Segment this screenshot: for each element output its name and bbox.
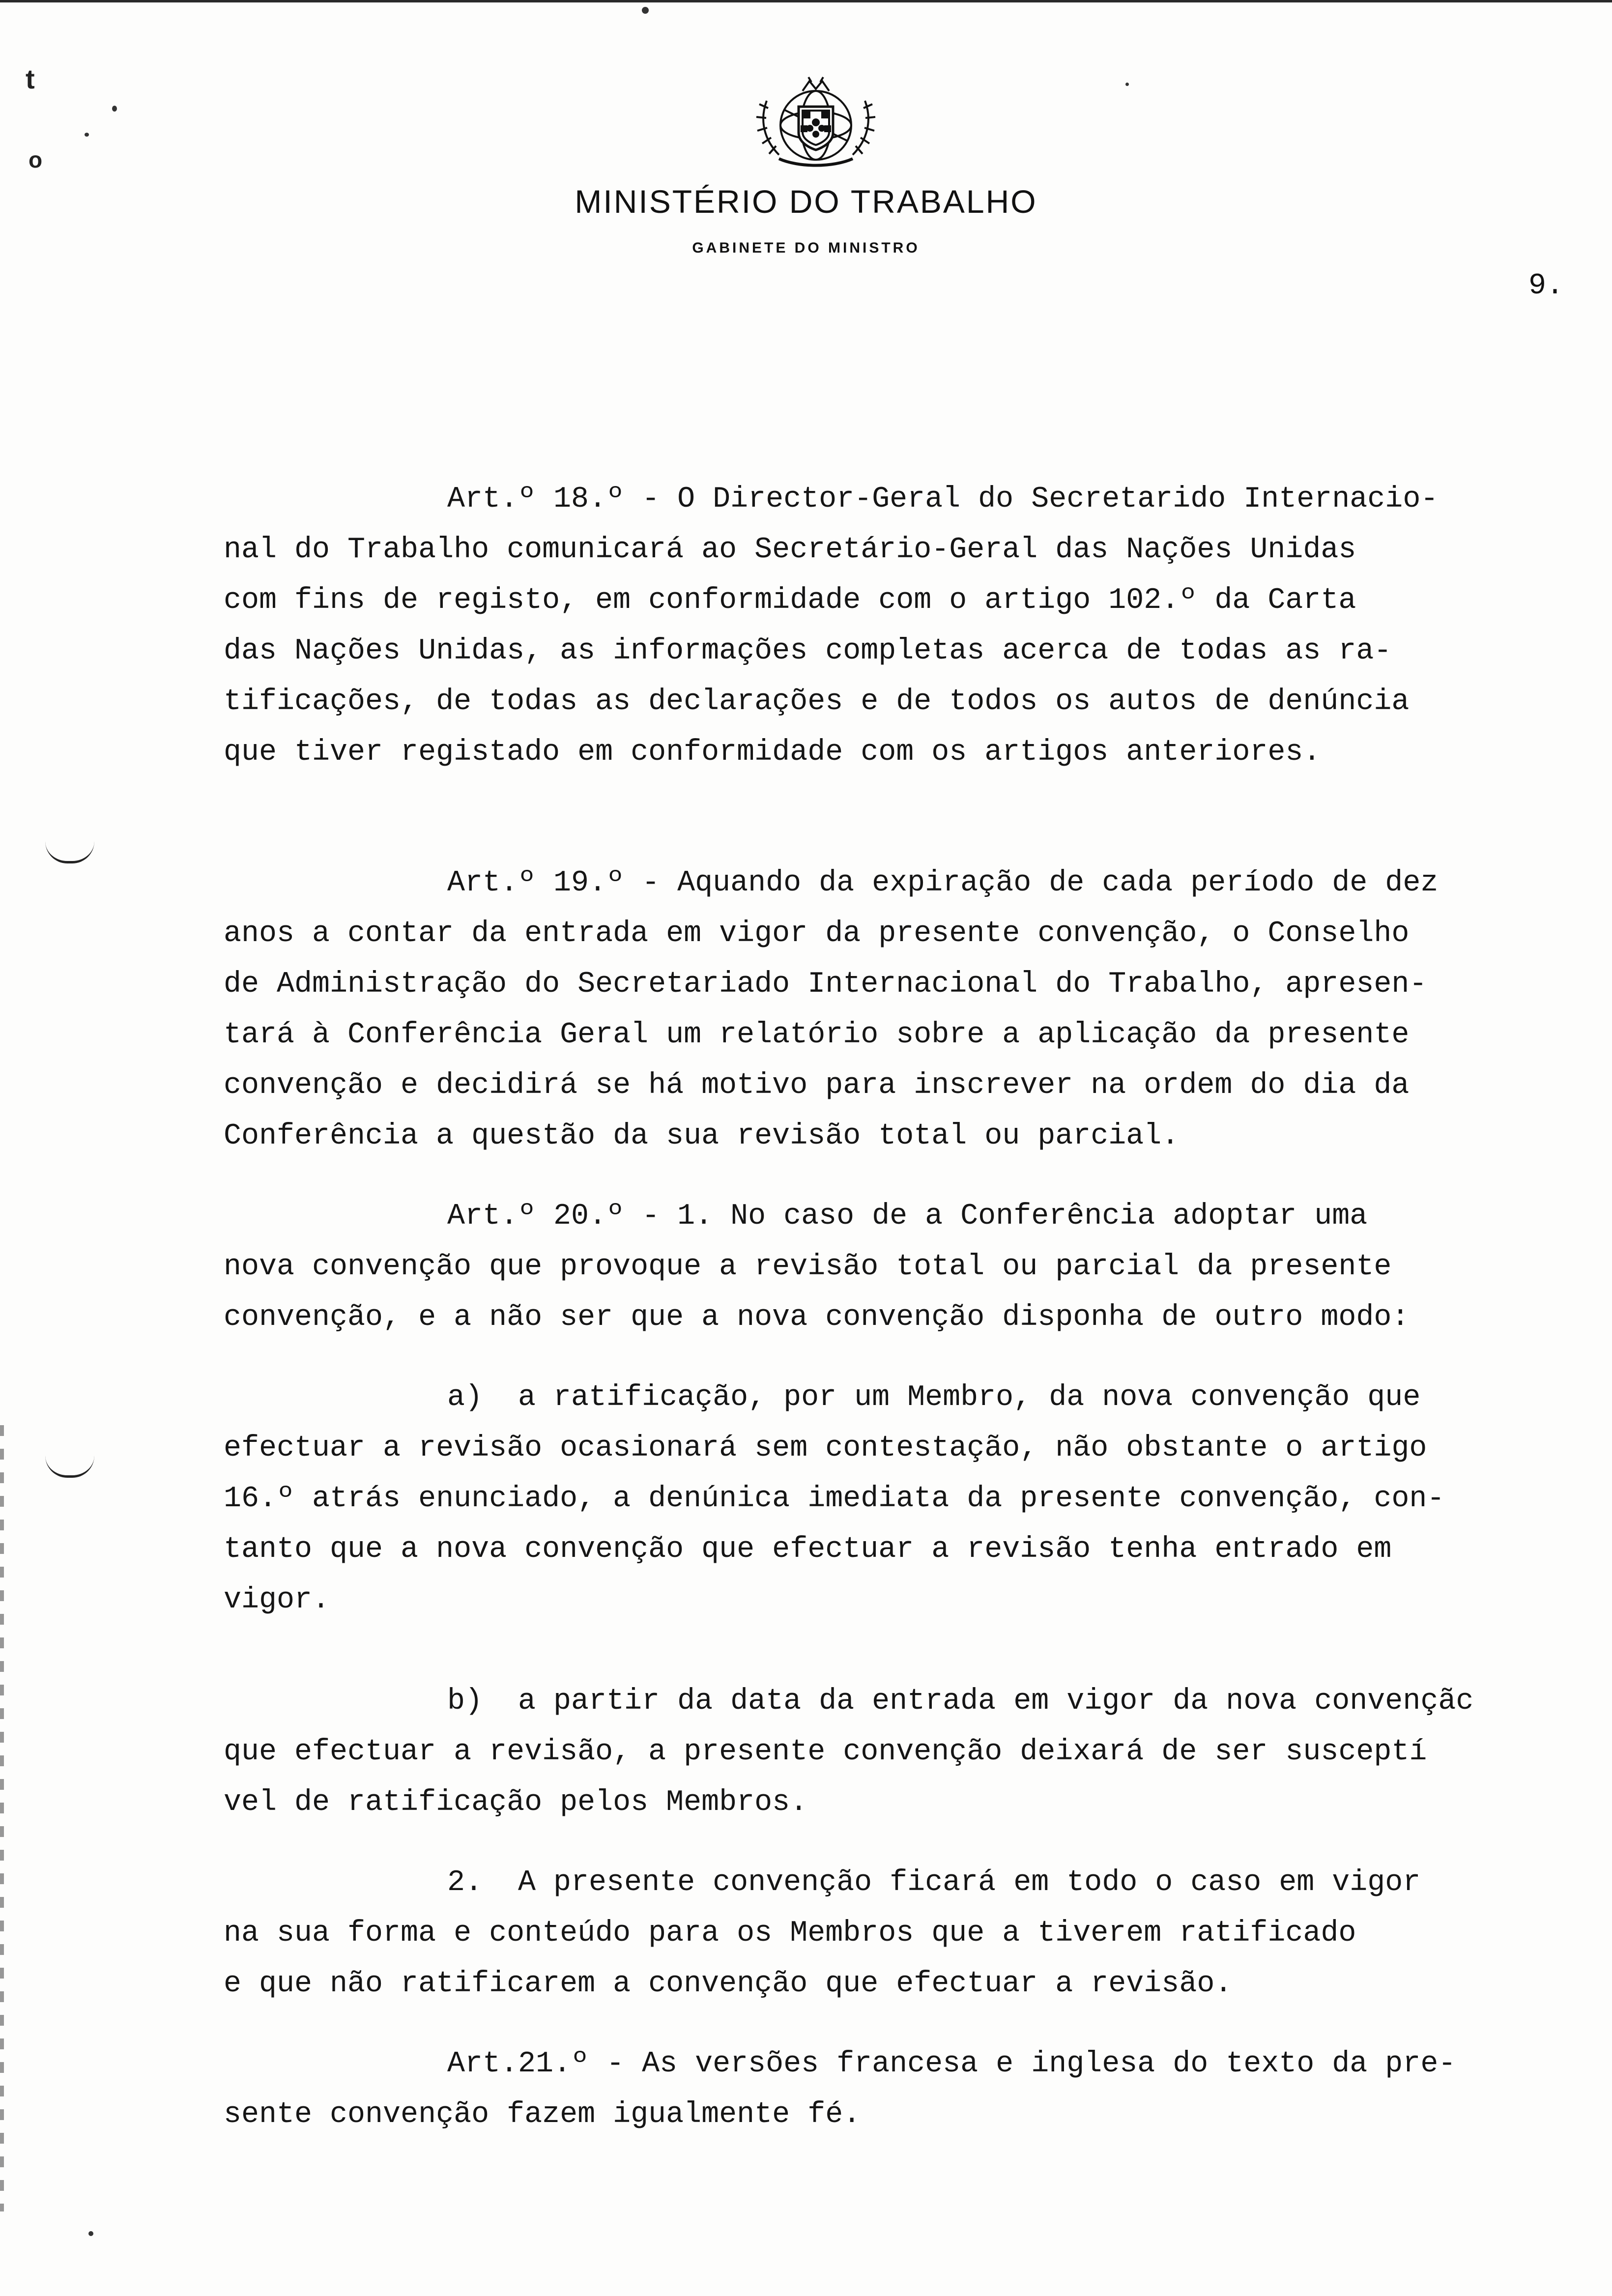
text-line: vel de ratificação pelos Membros.: [224, 1786, 808, 1819]
scan-speck: [88, 2231, 93, 2236]
article-20-intro: [224, 1191, 1580, 1343]
paragraph-gap: [224, 1162, 1580, 1191]
text-line: vigor.: [224, 1583, 330, 1617]
text-line: tificações, de todas as declarações e de todos os autos de denúncia: [224, 685, 1410, 718]
text-line: sente convenção fazem igualmente fé.: [224, 2098, 861, 2131]
text-line: tará à Conferência Geral um relatório sobre a aplicação da presente: [224, 1018, 1410, 1052]
paragraph-gap: [224, 1343, 1580, 1373]
scan-edge-mark: [0, 1425, 4, 2211]
text-line: 2. A presente convenção ficará em todo o caso em vigor: [447, 1866, 1421, 1899]
scan-speck: [1125, 83, 1129, 86]
text-line: 16.º atrás enunciado, a denúnica imediata da presente convenção, con-: [224, 1482, 1445, 1516]
paragraph-gap: [224, 1626, 1580, 1676]
margin-mark: t: [26, 63, 35, 94]
text-line: Art.º 20.º - 1. No caso de a Conferência adoptar uma: [447, 1200, 1368, 1233]
top-rule: [0, 0, 1612, 2]
cabinet-subtitle: GABINETE DO MINISTRO: [692, 240, 920, 256]
text-line: a) a ratificação, por um Membro, da nova convenção que: [447, 1381, 1421, 1414]
text-line: Art.º 19.º - Aquando da expiração de cada período de dez: [447, 866, 1439, 900]
article-18: [224, 474, 1580, 778]
paragraph-gap: [224, 778, 1580, 829]
article-19: [224, 858, 1580, 1162]
text-line: b) a partir da data da entrada em vigor da nova convençãc: [447, 1685, 1474, 1718]
margin-mark: o: [29, 147, 43, 172]
text-line: e que não ratificarem a convenção que efectuar a revisão.: [224, 1967, 1233, 2001]
ministry-title: MINISTÉRIO DO TRABALHO: [575, 183, 1037, 220]
text-line: das Nações Unidas, as informações completas acerca de todas as ra-: [224, 634, 1392, 668]
page-number: 9.: [1528, 269, 1564, 303]
text-line: nal do Trabalho comunicará ao Secretário-Geral das Nações Unidas: [224, 533, 1356, 567]
text-line: convenção e decidirá se há motivo para inscrever na ordem do dia da: [224, 1069, 1410, 1102]
article-20-item-a: [224, 1373, 1580, 1626]
document-body: [224, 474, 1580, 2140]
text-line: Conferência a questão da sua revisão total ou parcial.: [224, 1119, 1180, 1153]
article-20-paragraph-2: [224, 1858, 1580, 2009]
punch-hole-mark: [45, 1456, 94, 1478]
punch-hole-mark: [45, 841, 94, 863]
scan-speck: [112, 106, 117, 112]
text-line: com fins de registo, em conformidade com o artigo 102.º da Carta: [224, 584, 1356, 617]
text-line: que efectuar a revisão, a presente convenção deixará de ser susceptí: [224, 1735, 1427, 1769]
text-line: tanto que a nova convenção que efectuar a revisão tenha entrado em: [224, 1533, 1392, 1566]
text-line: que tiver registado em conformidade com os artigos anteriores.: [224, 736, 1321, 769]
text-line: nova convenção que provoque a revisão total ou parcial da presente: [224, 1250, 1392, 1284]
article-20-item-b: [224, 1676, 1580, 1828]
text-line: Art.21.º - As versões francesa e inglesa do texto da pre-: [447, 2047, 1456, 2081]
text-line: convenção, e a não ser que a nova convenção disponha de outro modo:: [224, 1301, 1410, 1334]
paragraph-gap: [224, 1828, 1580, 1858]
text-line: na sua forma e conteúdo para os Membros que a tiverem ratificado: [224, 1917, 1356, 1950]
portuguese-coat-of-arms-icon: [745, 71, 887, 170]
text-line: anos a contar da entrada em vigor da presente convenção, o Conselho: [224, 917, 1410, 950]
article-21: [224, 2039, 1580, 2140]
text-line: efectuar a revisão ocasionará sem contestação, não obstante o artigo: [224, 1432, 1427, 1465]
scan-speck: [85, 133, 89, 137]
paragraph-gap: [224, 829, 1580, 858]
text-line: de Administração do Secretariado Internacional do Trabalho, apresen-: [224, 968, 1427, 1001]
scan-speck: [642, 7, 649, 14]
paragraph-gap: [224, 2009, 1580, 2039]
text-line: Art.º 18.º - O Director-Geral do Secretarido Internacio-: [447, 483, 1439, 516]
